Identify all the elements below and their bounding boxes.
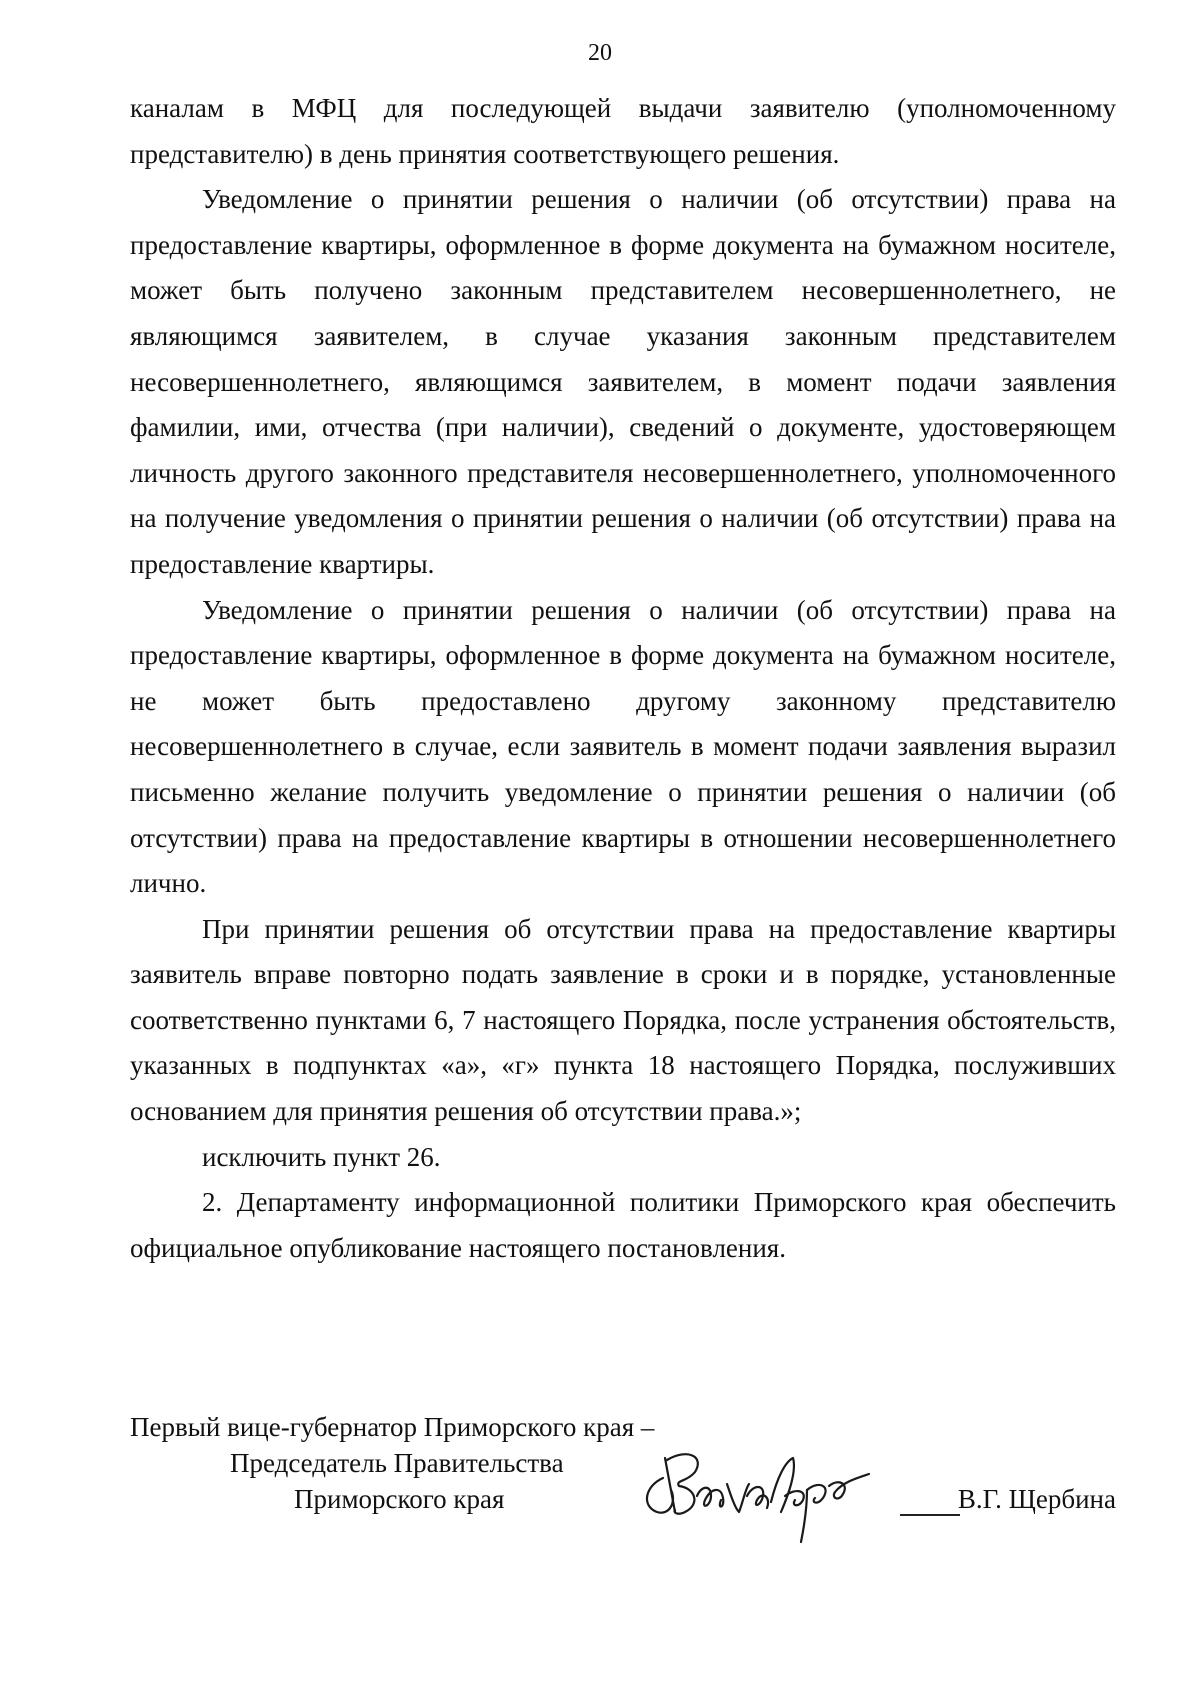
paragraph-notification-restriction: Уведомление о принятии решения о наличии (об отсутствии) права на предоставление квартиры, оформленное в форме документа на бумажном носителе, не может быть предоставлено другому законному представителю несовершеннолетнего в случае, если заявитель в момент подачи заявления выразил письменно желание получить уведомление о принятии решения о наличии (об отсутствии) права на предоставление квартиры в отношении несовершеннолетнего лично. xyxy=(130,594,1116,899)
paragraph-continuation: каналам в МФЦ для последующей выдачи заявителю (уполномоченному представителю) в день принятия соответствующего решения. xyxy=(130,93,1116,169)
signer-position-line-1: Первый вице-губернатор Приморского края – xyxy=(130,1412,655,1442)
signature-block xyxy=(130,1410,1116,1550)
handwritten-signature-icon xyxy=(635,1438,895,1548)
paragraph-notification-legal-rep: Уведомление о принятии решения о наличии (об отсутствии) права на предоставление квартиры, оформленное в форме документа на бумажном носителе, может быть получено законным представителем несовершеннолетнего, не являющимся заявителем, в случае указания законным представителем несовершеннолетнего, являющимся заявителем, в момент подачи заявления фамилии, ими, отчества (при наличии), сведений о документе, удостоверяющем личность другого законного представителя несовершеннолетнего, уполномоченного на получение уведомления о принятии решения о наличии (об отсутствии) права на предоставление квартиры. xyxy=(130,184,1116,579)
signature-underline xyxy=(900,1514,960,1516)
signer-position-line-2: Председатель Правительства xyxy=(230,1448,564,1478)
paragraph-exclude-item: исключить пункт 26. xyxy=(202,1141,441,1172)
page-number: 20 xyxy=(588,40,612,66)
signer-name: В.Г. Щербина xyxy=(957,1484,1116,1514)
paragraph-publication-order: 2. Департаменту информационной политики Приморского края обеспечить официальное опубликование настоящего постановления. xyxy=(130,1187,1116,1263)
document-body xyxy=(130,86,1116,1271)
paragraph-repeat-application: При принятии решения об отсутствии права на предоставление квартиры заявитель вправе повторно подать заявление в сроки и в порядке, установленные соответственно пунктами 6, 7 настоящего Порядка, после устранения обстоятельств, указанных в подпунктах «а», «г» пункта 18 настоящего Порядка, послуживших основанием для принятия решения об отсутствии права.»; xyxy=(130,913,1116,1127)
signer-position-line-3: Приморского края xyxy=(294,1484,505,1514)
